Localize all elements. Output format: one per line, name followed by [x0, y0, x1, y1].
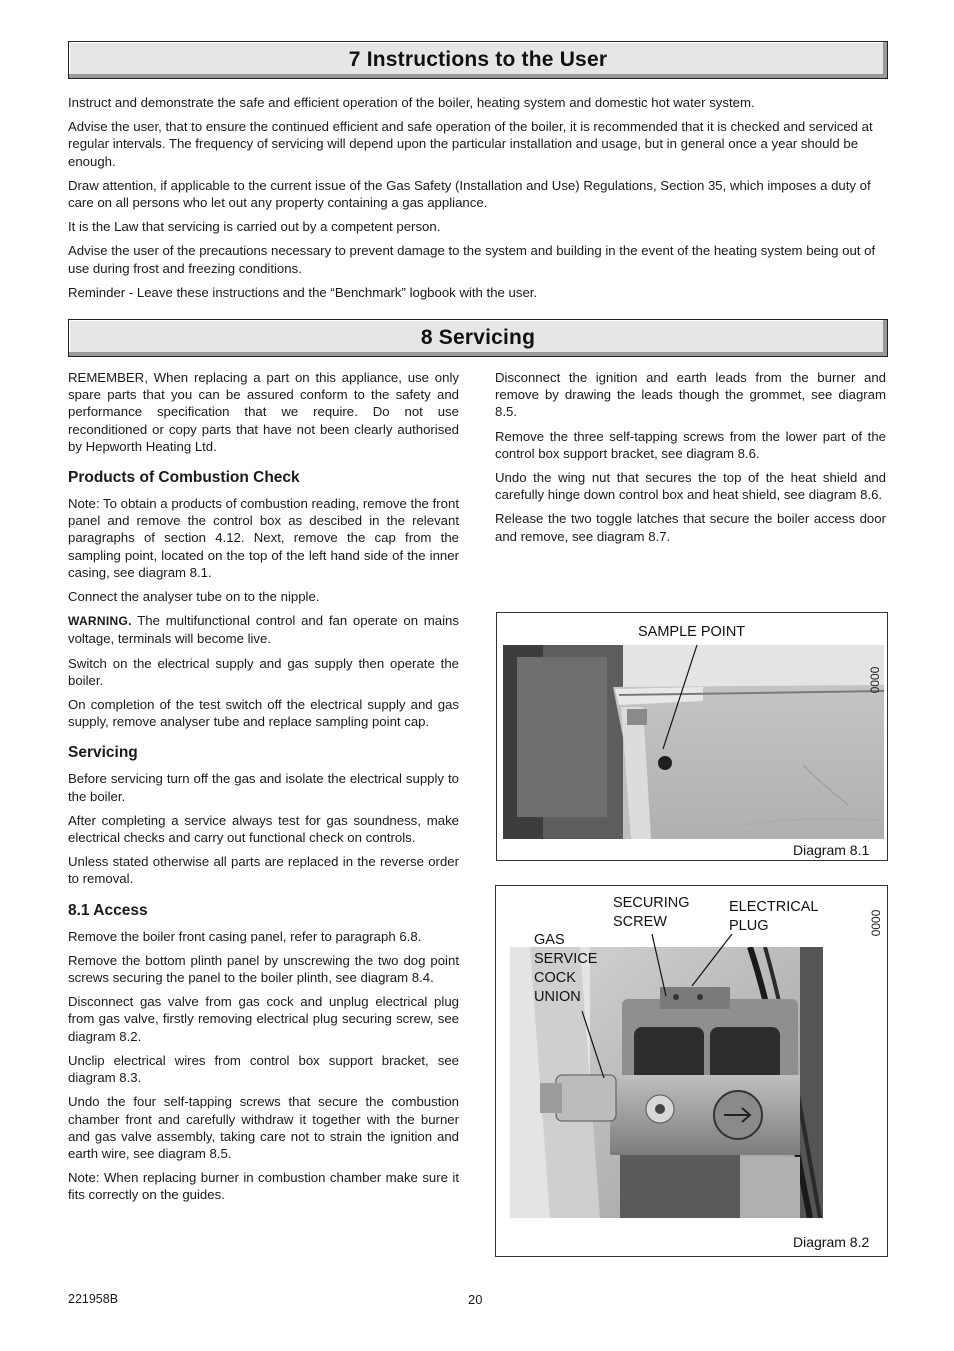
- servicing-paragraph: Unless stated otherwise all parts are replaced in the reverse order to removal.: [68, 854, 459, 887]
- access-paragraph: Disconnect the ignition and earth leads from the burner and remove by drawing the leads though the grommet, see diagram 8.5.: [495, 370, 886, 420]
- intro-paragraph: Reminder - Leave these instructions and the “Benchmark” logbook with the user.: [68, 284, 538, 300]
- diagram-8-2: [495, 885, 888, 1257]
- diagram-code: 0000: [868, 909, 883, 937]
- access-paragraph: Note: When replacing burner in combustion chamber make sure it fits correctly on the guides.: [68, 1170, 459, 1203]
- access-paragraph: Remove the boiler front casing panel, refer to paragraph 6.8.: [68, 928, 422, 944]
- label-line: PLUG: [729, 918, 769, 934]
- warning-label: WARNING.: [68, 614, 132, 629]
- leader-line: [497, 613, 887, 860]
- combustion-paragraph: Note: To obtain a products of combustion reading, remove the front panel and remove the control box as descibed in the relevant paragraphs of section 4.12. Next, remove the cap from the sampling point, located on the top of the left hand side of the inner casing, see diagram 8.1.: [68, 496, 459, 580]
- section-8-title: 8 Servicing: [420, 326, 536, 349]
- servicing-paragraph: Before servicing turn off the gas and isolate the electrical supply to the boiler.: [68, 771, 459, 804]
- access-paragraph: Release the two toggle latches that secure the boiler access door and remove, see diagram 8.7.: [495, 511, 886, 544]
- label-line: ELECTRICAL: [729, 899, 819, 915]
- servicing-paragraph: After completing a service always test for gas soundness, make electrical checks and carry out functional check on controls.: [68, 812, 459, 846]
- access-paragraph: Remove the bottom plinth panel by unscrewing the two dog point screws securing the panel to the boiler plinth, see diagram 8.4.: [68, 952, 459, 986]
- access-paragraph: Undo the wing nut that secures the top of the heat shield and carefully hinge down control box and heat shield, see diagram 8.6.: [495, 470, 886, 503]
- access-paragraph: Disconnect gas valve from gas cock and unplug electrical plug from gas valve, firstly removing electrical plug securing screw, see diagram 8.2.: [68, 994, 459, 1044]
- diagram-8-1-caption: Diagram 8.1: [793, 842, 870, 858]
- document-number: 221958B: [68, 1292, 119, 1306]
- intro-paragraph: Draw attention, if applicable to the current issue of the Gas Safety (Installation and Use) Regulations, Section 35, which imposes a duty of care on all persons who let out any property containing a gas appliance.: [68, 177, 871, 211]
- access-paragraph: Remove the three self-tapping screws from the lower part of the control box support bracket, see diagram 8.6.: [495, 428, 886, 461]
- access-heading: 8.1 Access: [68, 901, 148, 919]
- intro-paragraph: Advise the user of the precautions necessary to prevent damage to the system and building in the event of the heating system being out of use during frost and freezing conditions.: [68, 243, 876, 276]
- section-8-banner: [68, 319, 888, 357]
- right-column: [495, 369, 886, 552]
- combustion-paragraph: On completion of the test switch off the electrical supply and gas supply, remove analyser tube and replace sampling point cap.: [68, 697, 459, 730]
- section-7-title: 7 Instructions to the User: [348, 48, 608, 71]
- intro-paragraph: It is the Law that servicing is carried out by a competent person.: [68, 219, 441, 235]
- label-line: SECURING: [613, 895, 690, 911]
- label-line: COCK: [534, 970, 576, 986]
- label-line: GAS: [534, 932, 565, 948]
- label-line: SCREW: [613, 914, 667, 930]
- access-paragraph: Unclip electrical wires from control box support bracket, see diagram 8.3.: [68, 1052, 459, 1086]
- diagram-8-1: [496, 612, 888, 861]
- remember-paragraph: REMEMBER, When replacing a part on this appliance, use only spare parts that you can be assured conform to the safety and performance specification that we require. Do not use reconditioned or copy parts that have not been clearly authorised by Hepworth Heating Ltd.: [68, 370, 459, 454]
- page-number: 20: [468, 1292, 483, 1307]
- section-7-banner: [68, 41, 888, 79]
- intro-paragraph: Advise the user, that to ensure the continued efficient and safe operation of the boiler, it is recommended that it is checked and serviced at regular intervals. The frequency of servicing will depend upon the particular installation and usage, but in general once a year should be enough.: [68, 119, 873, 169]
- section-7-body: [68, 94, 886, 308]
- servicing-heading: Servicing: [68, 744, 138, 762]
- diagram-code: 0000: [867, 666, 882, 694]
- combustion-paragraph: Connect the analyser tube on to the nipple.: [68, 589, 320, 605]
- warning-text: The multifunctional control and fan operate on mains voltage, terminals will become live.: [68, 613, 459, 647]
- sample-point-label: SAMPLE POINT: [638, 624, 746, 640]
- gas-service-cock-union-label: [534, 931, 597, 1007]
- intro-paragraph: Instruct and demonstrate the safe and efficient operation of the boiler, heating system and domestic hot water system.: [68, 95, 755, 110]
- securing-screw-label: [613, 894, 690, 932]
- combustion-heading: Products of Combustion Check: [68, 469, 300, 487]
- diagram-8-2-caption: Diagram 8.2: [793, 1234, 870, 1250]
- warning-paragraph: [68, 612, 459, 647]
- label-line: SERVICE: [534, 951, 598, 967]
- left-column: [68, 369, 459, 1211]
- label-line: UNION: [534, 989, 581, 1005]
- combustion-paragraph: Switch on the electrical supply and gas supply then operate the boiler.: [68, 655, 459, 688]
- electrical-plug-label: [729, 898, 818, 936]
- access-paragraph: Undo the four self-tapping screws that secure the combustion chamber front and carefully withdraw it together with the burner and gas valve assembly, taking care not to strain the ignition and earth wire, see diagram 8.5.: [68, 1094, 459, 1161]
